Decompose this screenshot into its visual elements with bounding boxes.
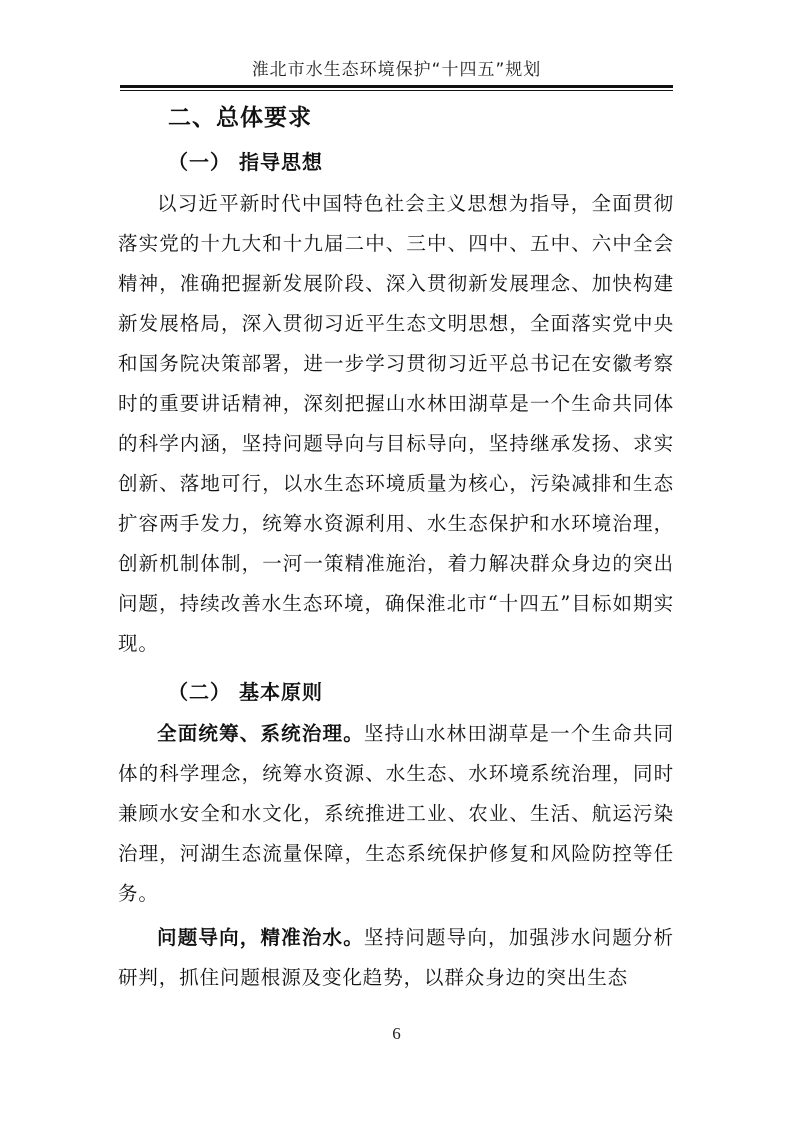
header-rule-thick <box>120 85 673 88</box>
principle-text: 坚持问题导向，加强涉水问题分析研判，抓住问题根源及变化趋势，以群众身边的突出生态 <box>118 926 674 989</box>
principle-text: 坚持山水林田湖草是一个生命共同体的科学理念，统筹水资源、水生态、水环境系统治理，同时兼顾水安全和水文化，系统推进工业、农业、生活、航运污染治理，河湖生态流量保障，生态系统保护修复和风险防控等任务。 <box>118 722 674 905</box>
section-heading: 二、总体要求 <box>168 105 312 131</box>
header-rule-thin <box>120 90 673 91</box>
page-body <box>118 96 674 998</box>
principle-paragraph <box>118 918 674 998</box>
running-header-title: 淮北市水生态环境保护“十四五”规划 <box>251 60 542 80</box>
subsection-heading-basic-principles: （二） 基本原则 <box>168 680 323 704</box>
principle-lead: 全面统筹、系统治理。 <box>157 722 364 745</box>
page-number: 6 <box>392 1024 401 1043</box>
guiding-ideology-paragraph: 以习近平新时代中国特色社会主义思想为指导，全面贯彻落实党的十九大和十九届二中、三中、四中、五中、六中全会精神，准确把握新发展阶段、深入贯彻新发展理念、加快构建新发展格局，深入贯彻习近平生态文明思想，全面落实党中央和国务院决策部署，进一步学习贯彻习近平总书记在安徽考察时的重要讲话精神，深刻把握山水林田湖草是一个生命共同体的科学内涵，坚持问题导向与目标导向，坚持继承发扬、求实创新、落地可行，以水生态环境质量为核心，污染减排和生态扩容两手发力，统筹水资源利用、水生态保护和水环境治理，创新机制体制，一河一策精准施治，着力解决群众身边的突出问题，持续改善水生态环境，确保淮北市“十四五”目标如期实现。 <box>118 192 674 655</box>
principle-paragraph <box>118 714 674 914</box>
subsection-heading-guiding-ideology: （一） 指导思想 <box>168 150 323 174</box>
principle-lead: 问题导向，精准治水。 <box>157 926 364 949</box>
